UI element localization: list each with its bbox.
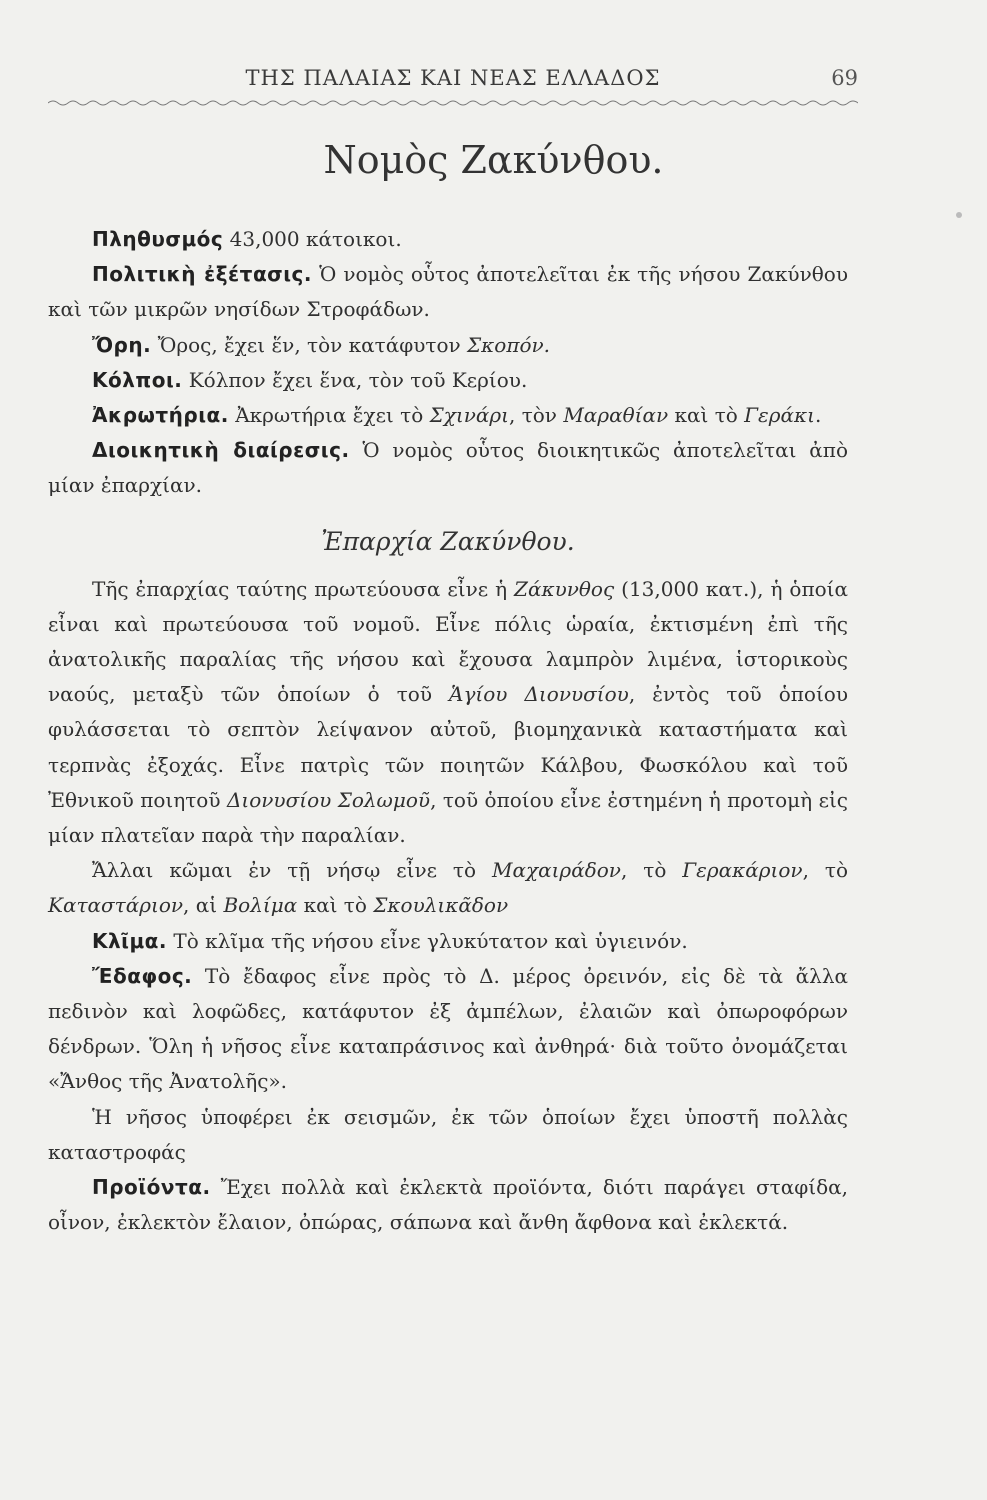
entry-products [48,1170,848,1240]
entry-text: Τὸ κλῖμα τῆς νήσου εἶνε γλυκύτατον καὶ ὑγιεινόν. [167,928,688,953]
paper-speck [956,212,962,218]
entry-climate [48,924,848,959]
entry-text: καὶ τὸ [668,403,745,428]
entry-text: Ὄρος, ἔχει ἕν, τὸν κατάφυτον [151,332,468,357]
text-run: , αἱ [183,893,224,918]
text-run: , ἐντὸς τοῦ ὁποίου φυλάσσεται τὸ σεπτὸν λείψανον αὐτοῦ, βιομηχανικὰ καταστήματα καὶ τερπνὰς ἐξοχάς. Εἶνε πατρὶς τῶν ποιητῶν Κάλβου, Φωσκόλου καὶ τοῦ Ἐθνικοῦ ποιητοῦ [48,682,848,812]
page-body [48,222,848,1240]
paragraph-capital [48,572,848,854]
entry-label: Προϊόντα. [92,1175,211,1200]
text-run: , τὸ [802,858,848,883]
saint-name: Ἁγίου Διονυσίου [449,682,629,707]
text-run: Ἄλλαι κῶμαι ἐν τῇ νήσῳ εἶνε τὸ [92,858,492,883]
entry-label: Ἀκρωτήρια. [92,403,229,428]
entry-text: Ἔχει πολλὰ καὶ ἐκλεκτὰ προϊόντα, διότι παράγει σταφίδα, οἶνον, ἐκλεκτὸν ἔλαιον, ὀπώρας, σάπωνα καὶ ἄνθη ἄφθονα καὶ ἐκλεκτά. [48,1175,848,1235]
place-name: Ζάκυνθος [514,576,615,601]
place-name: Γερακάριον [682,858,803,883]
text-run: , τὸ [620,858,683,883]
entry-text: Τὸ ἔδαφος εἶνε πρὸς τὸ Δ. μέρος ὀρεινόν, εἰς δὲ τὰ ἄλλα πεδινὸν καὶ λοφῶδες, κατάφυτον ἐξ ἀμπέλων, ἐλαιῶν καὶ ὀπωροφόρων δένδρων. Ὅλη ἡ νῆσος εἶνε καταπράσινος καὶ ἀνθηρά· διὰ τοῦτο ὀνομάζεται «Ἄνθος τῆς Ἀνατολῆς». [48,963,848,1094]
entry-label: Διοικητικὴ διαίρεσις. [92,438,350,463]
section-subtitle: Ἐπαρχία Ζακύνθου. [321,526,575,556]
text-run: , τοῦ ὁποίου εἶνε ἐστημένη ἡ προτομὴ εἰς μίαν πλατεῖαν παρὰ τὴν παραλίαν. [48,787,848,848]
page-title: Νομὸς Ζακύνθου. [323,138,664,182]
entry-mountains [48,328,848,363]
place-name: Γεράκι [744,403,815,428]
entry-capes [48,398,848,433]
place-name: Σχινάρι [429,403,509,428]
entry-text: Ἀκρωτήρια ἔχει τὸ [228,403,430,428]
entry-text: 43,000 κάτοικοι. [223,227,402,251]
text-run: Τῆς ἐπαρχίας ταύτης πρωτεύουσα εἶνε ἡ [92,576,515,601]
paragraph-earthquakes [48,1100,848,1170]
entry-text: Κόλπον ἔχει ἕνα, τὸν τοῦ Κερίου. [182,367,528,392]
text-run: καὶ τὸ [297,893,374,918]
entry-label: Κλῖμα. [92,928,168,953]
entry-text: . [815,403,822,428]
entry-text: Ἡ νῆσος ὑποφέρει ἐκ σεισμῶν, ἐκ τῶν ὁποίων ἔχει ὑποστῆ πολλὰς καταστροφάς [48,1104,848,1164]
poet-name: Διονυσίου Σολωμοῦ [226,787,431,812]
entry-label: Ἔδαφος. [92,963,193,988]
entry-admin [48,433,848,503]
entry-label: Κόλποι. [92,367,183,392]
paragraph-villages [48,853,848,923]
entry-label: Πληθυσμός [92,227,224,251]
entry-gulfs [48,363,848,398]
place-name: Βολίμα [223,893,298,918]
running-title: ΤΗΣ ΠΑΛΑΙΑΣ ΚΑΙ ΝΕΑΣ ΕΛΛΑΔΟΣ [245,66,661,90]
place-name: Καταστάριον [48,893,184,918]
entry-political [48,257,848,327]
entry-text: , τὸν [508,403,564,428]
entry-label: Ὄρη. [92,332,152,357]
place-name: Μαραθίαν [563,403,669,428]
page-header [48,66,858,98]
wavy-rule [48,98,858,108]
entry-italic: Σκοπόν. [467,332,551,357]
entry-label: Πολιτικὴ ἐξέτασις. [92,262,313,287]
entry-text: Ὁ νομὸς οὗτος διοικητικῶς ἀποτελεῖται ἀπὸ μίαν ἐπαρχίαν. [48,438,848,498]
place-name: Μαχαιράδον [491,858,621,883]
entry-terrain [48,959,848,1100]
text-run: (13,000 κατ.), ἡ ὁποία εἶναι καὶ πρωτεύουσα τοῦ νομοῦ. Εἶνε πόλις ὡραία, ἐκτισμένη ἐπὶ τῆς ἀνατολικῆς παραλίας τῆς νήσου καὶ ἔχουσα λαμπρὸν λιμένα, ἱστορικοὺς ναούς, μεταξὺ τῶν ὁποίων ὁ τοῦ [48,576,849,707]
place-name: Σκουλικᾶδον [373,893,509,918]
entry-text: Ὁ νομὸς οὗτος ἀποτελεῖται ἐκ τῆς νήσου Ζακύνθου καὶ τῶν μικρῶν νησίδων Στροφάδων. [48,262,848,322]
page-number: 69 [831,66,858,90]
entry-population [48,222,848,257]
